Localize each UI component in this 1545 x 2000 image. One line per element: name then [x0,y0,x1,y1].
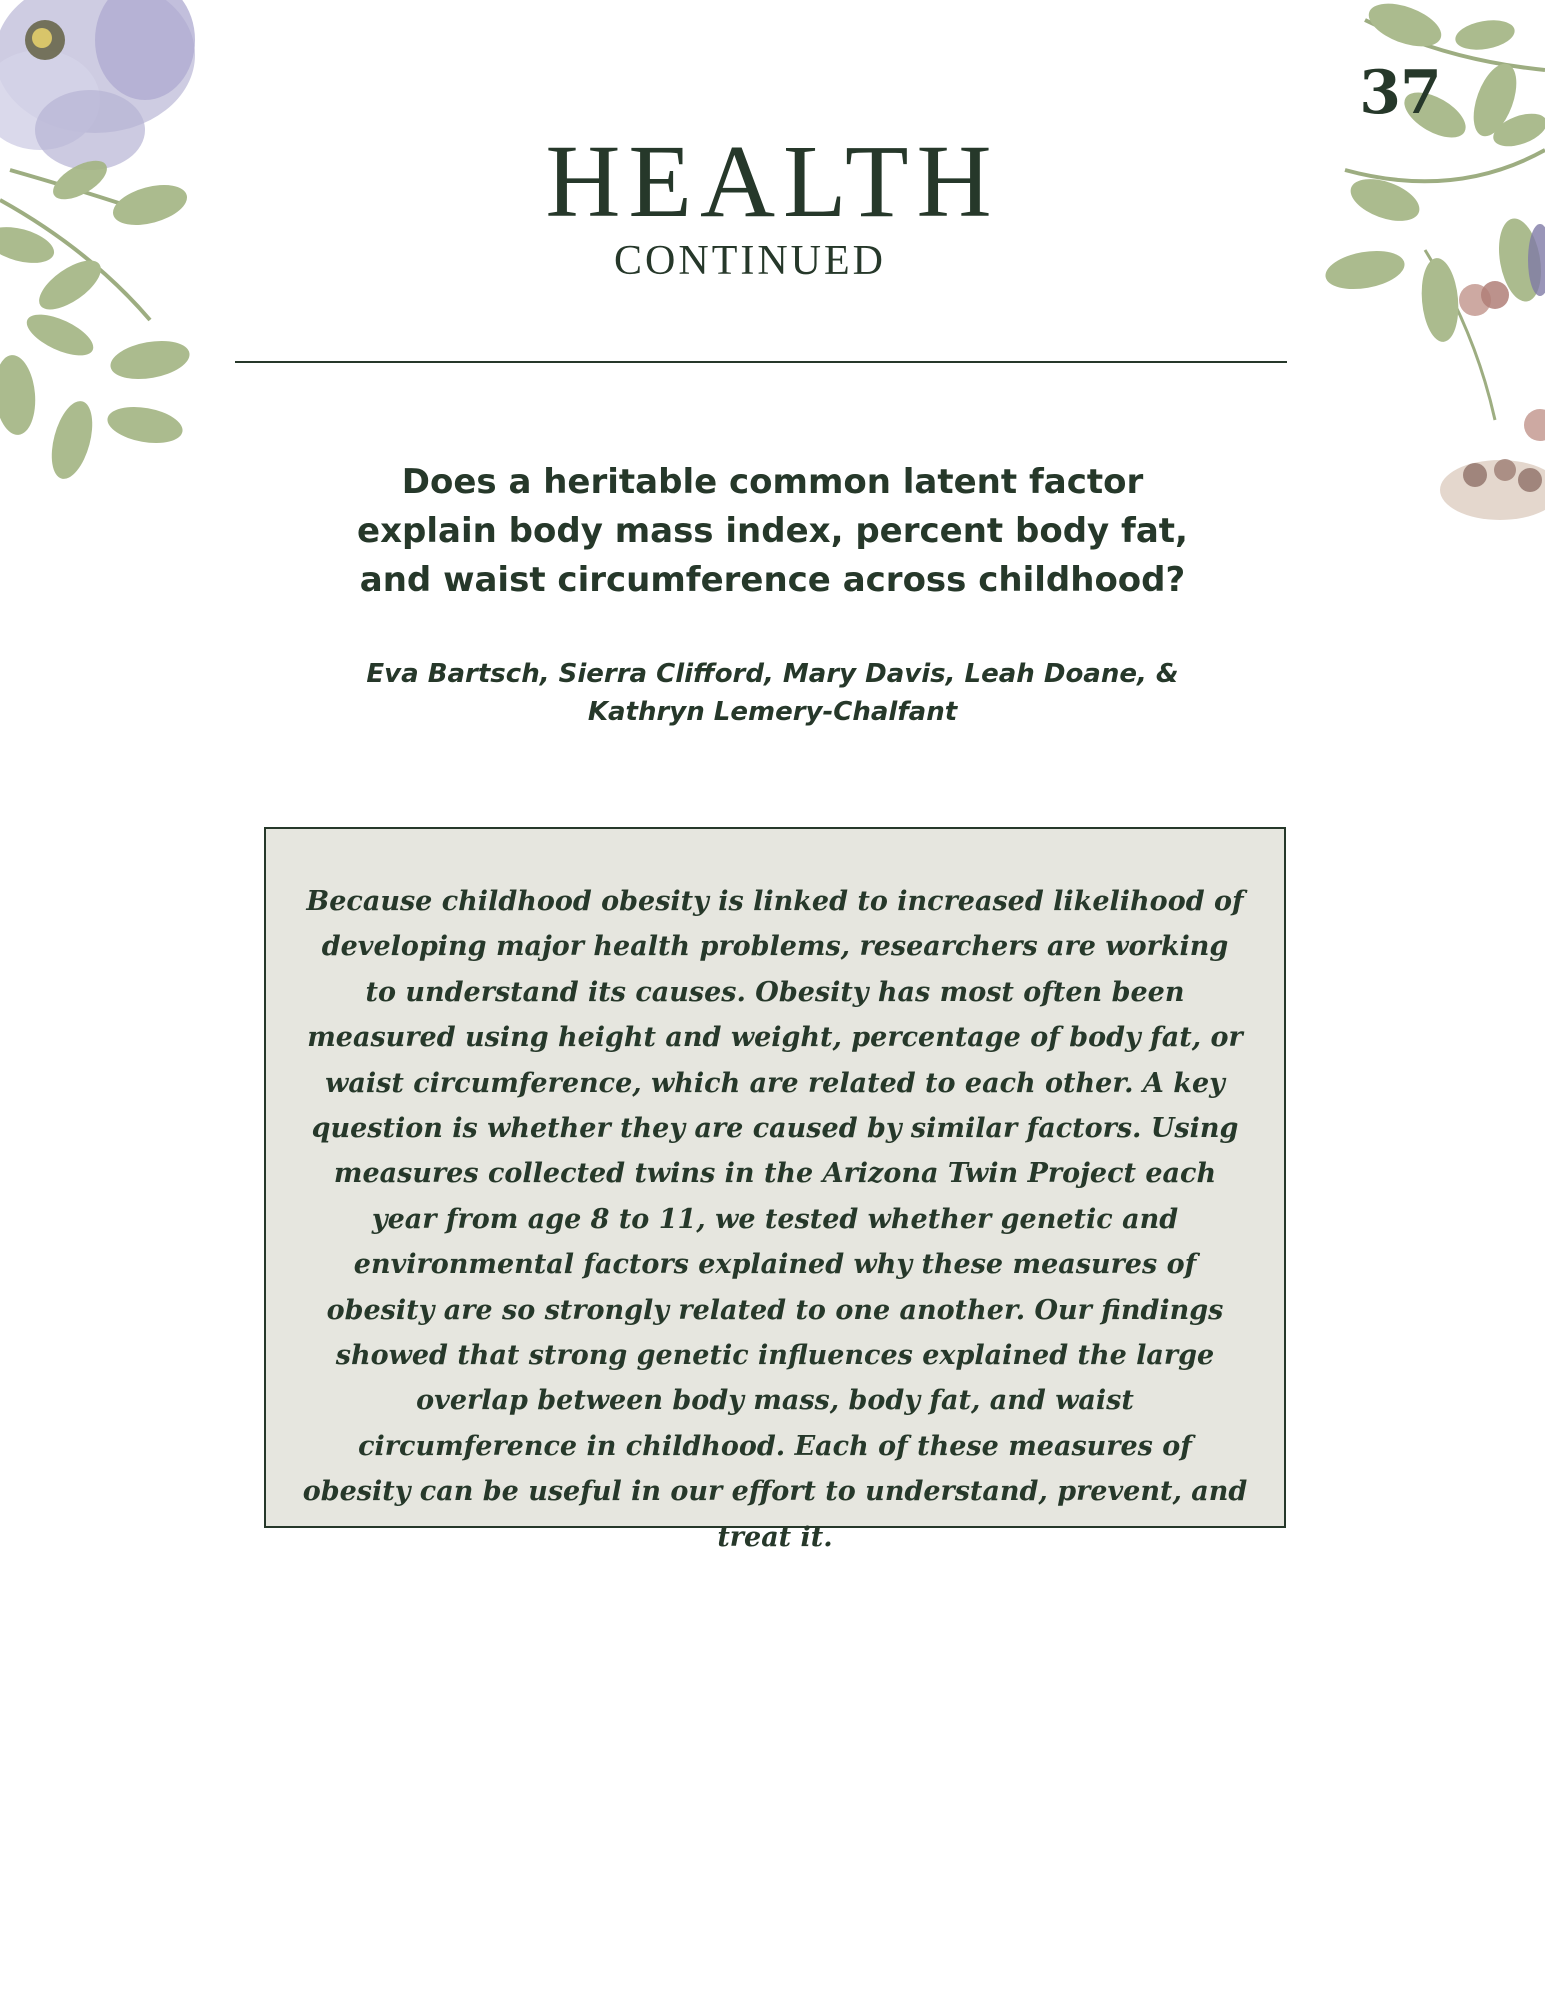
abstract-box [264,827,1286,1553]
article-title: Does a heritable common latent factor explain body mass index, percent body fat, and waist circumference across childhood? [357,462,1188,600]
section-title: HEALTH [545,124,1000,239]
abstract-text: Because childhood obesity is linked to increased likelihood of developing major health problems, researchers are working to understand its causes. Obesity has most often been measured using height and weight, percentage of body fat, or waist circumference, which are related to each other. A key question is whether they are caused by similar factors. Using measures collected twins in the Arizona Twin Project each year from age 8 to 11, we tested whether genetic and environmental factors explained why these measures of obesity are so strongly related to one another. Our findings showed that strong genetic influences explained the large overlap between body mass, body fat, and waist circumference in childhood. Each of these measures of obesity can be useful in our effort to understand, prevent, and treat it. [302,886,1248,1553]
divider [235,361,1287,363]
section-subtitle: CONTINUED [614,238,886,284]
article-authors: Eva Bartsch, Sierra Clifford, Mary Davis, Leah Doane, & Kathryn Lemery-Chalfant [366,659,1179,727]
page-number: 37 [1359,58,1441,128]
